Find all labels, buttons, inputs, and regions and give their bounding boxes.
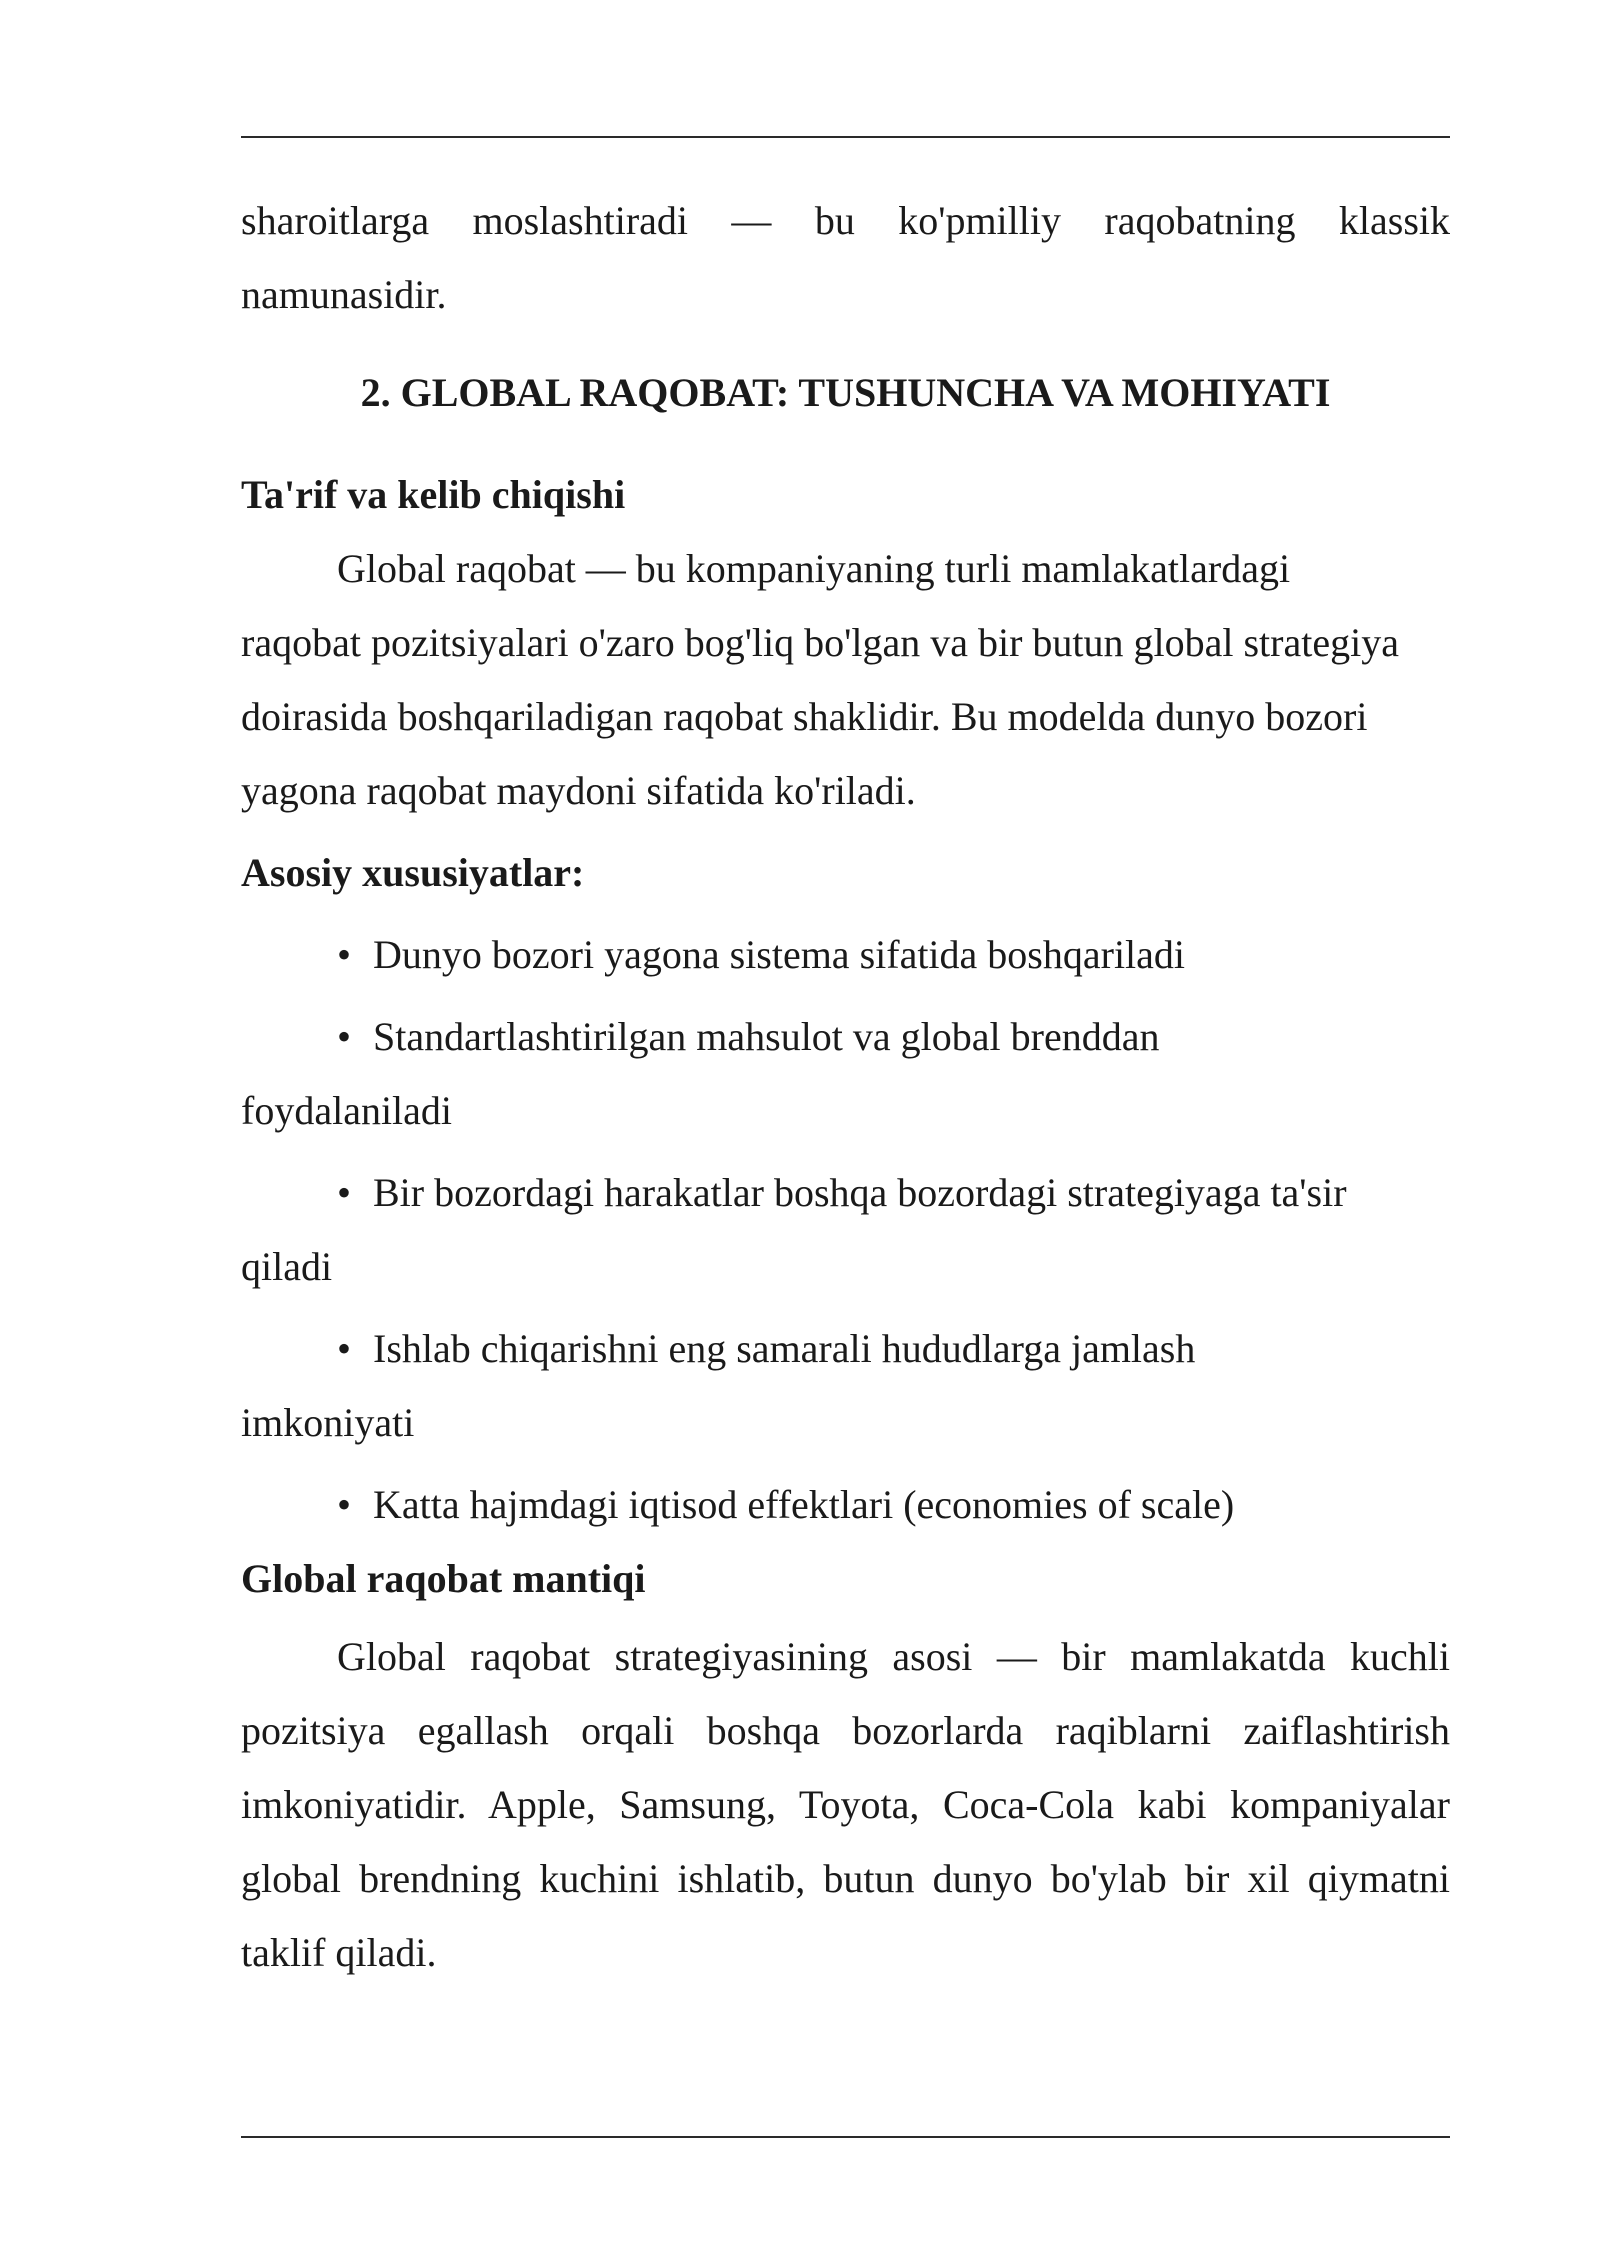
feature-item-text: Bir bozordagi harakatlar boshqa bozordagi strategiyaga ta'sir qiladi [241,1170,1347,1289]
bullet-icon: • [337,932,352,977]
section-title: 2. GLOBAL RAQOBAT: TUSHUNCHA VA MOHIYATI [360,370,1331,415]
intro-paragraph-line-1: sharoitlarga moslashtiradi — bu ko'pmilliy raqobatning klassik [241,198,1450,243]
feature-item [241,1312,1271,1460]
feature-item-text: Katta hajmdagi iqtisod effektlari (economies of scale) [373,1482,1235,1527]
footer-rule [241,2136,1450,2138]
feature-item [241,1156,1421,1304]
logic-heading: Global raqobat mantiqi [241,1556,646,1601]
header-rule [241,136,1450,138]
feature-item [241,1468,1421,1542]
bullet-icon: • [337,1014,352,1059]
logic-paragraph: Global raqobat strategiyasining asosi — bir mamlakatda kuchli pozitsiya egallash orqali boshqa bozorlarda raqiblarni zaiflashtirish imkoniyatidir. Apple, Samsung, Toyota, Coca-Cola kabi kompaniyalar global brendning kuchini ishlatib, butun dunyo bo'ylab bir xil qiymatni taklif qiladi. [241,1634,1450,1975]
intro-paragraph-line-2: namunasidir. [241,272,447,317]
bullet-icon: • [337,1170,352,1215]
definition-paragraph: Global raqobat — bu kompaniyaning turli mamlakatlardagi raqobat pozitsiyalari o'zaro bog'liq bo'lgan va bir butun global strategiya doirasida boshqariladigan raqobat shaklidir. Bu modelda dunyo bozori yagona raqobat maydoni sifatida ko'riladi. [241,546,1399,813]
features-heading: Asosiy xususiyatlar: [241,850,585,895]
bullet-icon: • [337,1326,352,1371]
feature-item-text: Ishlab chiqarishni eng samarali hududlarga jamlash imkoniyati [241,1326,1196,1445]
feature-item-text: Standartlashtirilgan mahsulot va global brenddan foydalaniladi [241,1014,1160,1133]
feature-item-text: Dunyo bozori yagona sistema sifatida boshqariladi [373,932,1186,977]
feature-item [241,918,1401,992]
features-list [241,918,1450,1542]
feature-item [241,1000,1241,1148]
bullet-icon: • [337,1482,352,1527]
page-content [241,184,1450,1990]
definition-heading: Ta'rif va kelib chiqishi [241,472,626,517]
